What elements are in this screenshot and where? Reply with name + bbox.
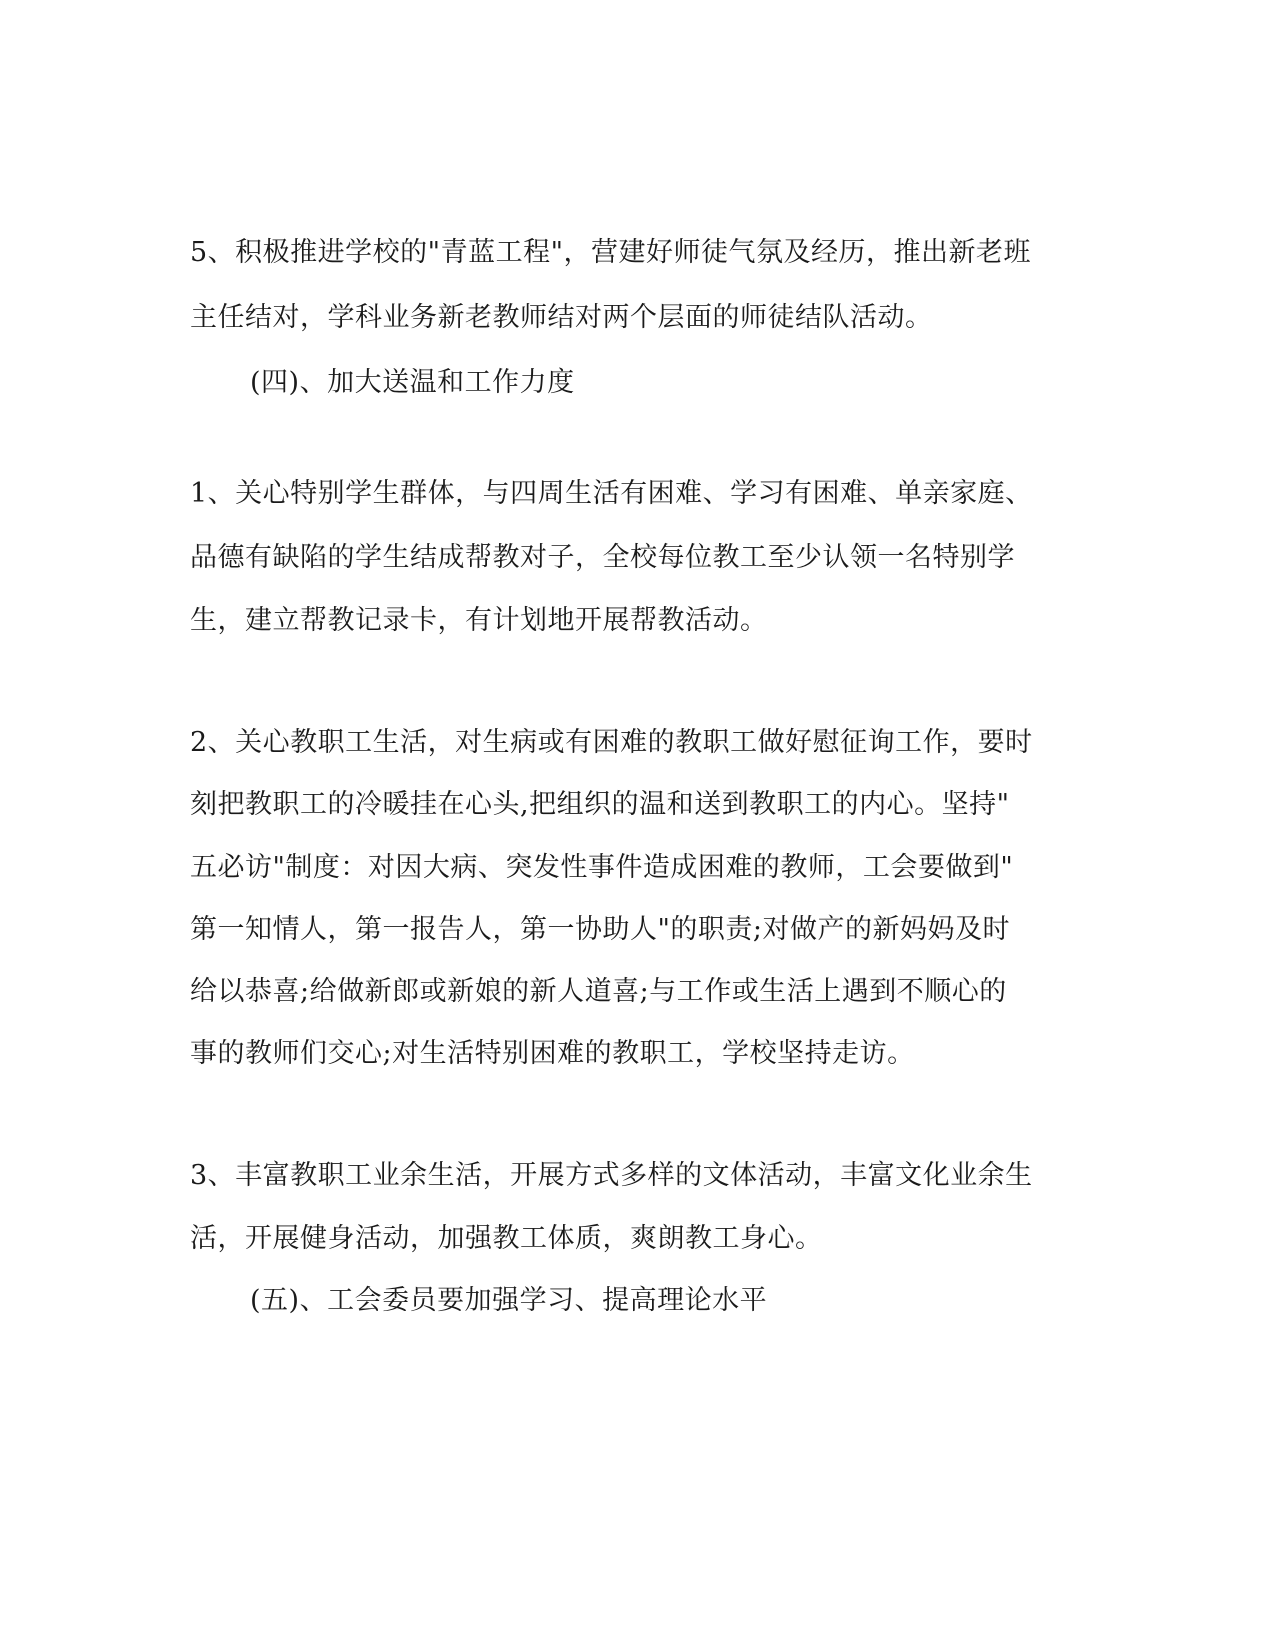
paragraph-5-line-2: 主任结对，学科业务新老教师结对两个层面的师徒结队活动。 [190, 302, 933, 333]
paragraph-2-line-2: 刻把教职工的冷暖挂在心头,把组织的温和送到教职工的内心。坚持" [190, 789, 1010, 820]
section-heading-4: (四)、加大送温和工作力度 [250, 367, 575, 398]
paragraph-2-line-6: 事的教师们交心;对生活特别困难的教职工，学校坚持走访。 [190, 1038, 915, 1069]
paragraph-5-line-1: 5、积极推进学校的"青蓝工程"，营建好师徒气氛及经历，推出新老班 [190, 237, 1032, 268]
section-heading-5: (五)、工会委员要加强学习、提高理论水平 [250, 1285, 768, 1316]
paragraph-1-line-2: 品德有缺陷的学生结成帮教对子，全校每位教工至少认领一名特别学 [190, 542, 1015, 573]
paragraph-1-line-1: 1、关心特别学生群体，与四周生活有困难、学习有困难、单亲家庭、 [190, 478, 1033, 509]
paragraph-2-line-4: 第一知情人，第一报告人，第一协助人"的职责;对做产的新妈妈及时 [190, 914, 1011, 945]
paragraph-2-line-5: 给以恭喜;给做新郎或新娘的新人道喜;与工作或生活上遇到不顺心的 [190, 976, 1007, 1007]
paragraph-1-line-3: 生，建立帮教记录卡，有计划地开展帮教活动。 [190, 605, 768, 636]
paragraph-3-line-1: 3、丰富教职工业余生活，开展方式多样的文体活动，丰富文化业余生 [190, 1160, 1033, 1191]
paragraph-2-line-3: 五必访"制度：对因大病、突发性事件造成困难的教师，工会要做到" [190, 852, 1014, 883]
paragraph-3-line-2: 活，开展健身活动，加强教工体质，爽朗教工身心。 [190, 1223, 823, 1254]
paragraph-2-line-1: 2、关心教职工生活，对生病或有困难的教职工做好慰征询工作，要时 [190, 727, 1033, 758]
